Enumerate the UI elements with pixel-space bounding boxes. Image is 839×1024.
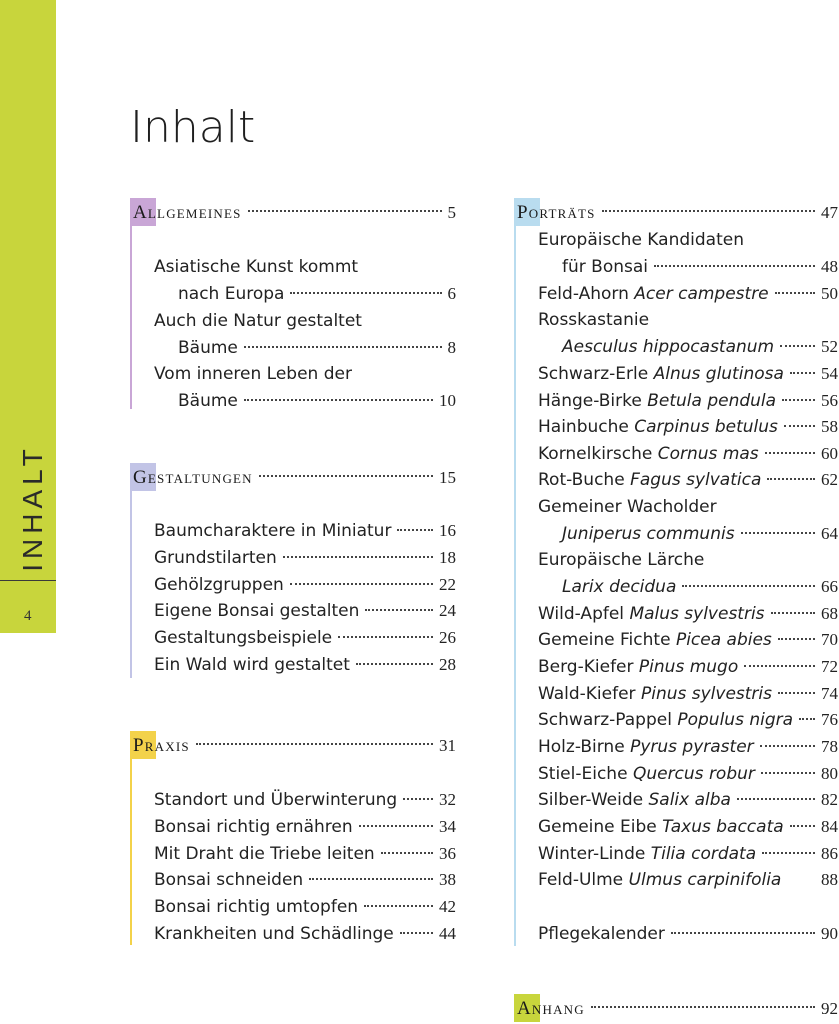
dot-leader bbox=[762, 852, 815, 854]
common-name: Gemeine Fichte bbox=[538, 630, 671, 650]
toc-entry[interactable] bbox=[538, 441, 838, 468]
dot-leader bbox=[741, 532, 815, 534]
dot-leader bbox=[259, 475, 433, 477]
section-title: Anhang bbox=[517, 998, 585, 1019]
entry-page-number: 90 bbox=[821, 924, 838, 943]
latin-name: Cornus mas bbox=[657, 444, 759, 464]
common-name: Gemeine Eibe bbox=[538, 817, 657, 837]
dot-leader bbox=[790, 825, 815, 827]
dot-leader bbox=[283, 556, 433, 558]
entry-page-number: 34 bbox=[439, 817, 456, 836]
latin-name: Acer campestre bbox=[634, 284, 769, 304]
section-accent-line bbox=[130, 759, 132, 945]
dot-leader bbox=[784, 425, 815, 427]
entry-page-number: 84 bbox=[821, 817, 838, 836]
entry-page-number: 8 bbox=[447, 338, 456, 357]
entry-title: Auch die Natur gestaltet bbox=[154, 311, 362, 331]
entry-title: Gehölzgruppen bbox=[154, 575, 284, 595]
section-page-number: 92 bbox=[821, 999, 838, 1018]
common-name: Berg-Kiefer bbox=[538, 657, 634, 677]
entry-title: Gemeiner Wacholder bbox=[538, 497, 717, 517]
entry-title: Vom inneren Leben der bbox=[154, 364, 352, 384]
entry-page-number: 72 bbox=[821, 657, 838, 676]
entry-title: Europäische Lärche bbox=[538, 550, 705, 570]
toc-entry[interactable] bbox=[154, 254, 456, 281]
entry-title bbox=[562, 334, 774, 361]
entry-title: Asiatische Kunst kommt bbox=[154, 257, 359, 277]
dot-leader bbox=[682, 585, 815, 587]
common-name: Stiel-Eiche bbox=[538, 764, 628, 784]
entry-title: Bäume bbox=[178, 391, 238, 411]
dot-leader bbox=[671, 932, 815, 934]
entry-title: für Bonsai bbox=[562, 257, 648, 277]
latin-name: Carpinus betulus bbox=[634, 417, 778, 437]
toc-entry[interactable] bbox=[154, 572, 456, 599]
entry-page-number: 56 bbox=[821, 391, 838, 410]
entry-page-number: 78 bbox=[821, 737, 838, 756]
section-header-anhang[interactable] bbox=[514, 994, 838, 1024]
section-header-praxis[interactable] bbox=[130, 731, 456, 761]
toc-entry[interactable] bbox=[154, 841, 456, 868]
toc-entry-continuation[interactable] bbox=[154, 281, 456, 308]
entry-page-number: 54 bbox=[821, 364, 838, 383]
dot-leader bbox=[290, 583, 433, 585]
toc-entry[interactable] bbox=[154, 518, 456, 545]
latin-name: Aesculus hippocastanum bbox=[562, 337, 775, 357]
section-accent-line bbox=[130, 226, 132, 409]
entry-title bbox=[538, 707, 793, 734]
entry-title bbox=[538, 681, 772, 708]
dot-leader bbox=[737, 798, 815, 800]
entry-title bbox=[538, 281, 769, 308]
entry-page-number: 80 bbox=[821, 764, 838, 783]
entry-title bbox=[538, 414, 778, 441]
dot-leader bbox=[591, 1006, 815, 1008]
common-name: Feld-Ulme bbox=[538, 870, 624, 890]
entry-title: Pflegekalender bbox=[538, 924, 665, 944]
entry-title: Mit Draht die Triebe leiten bbox=[154, 844, 375, 864]
dot-leader bbox=[782, 399, 815, 401]
latin-name: Juniperus communis bbox=[562, 524, 735, 544]
latin-name: Malus sylvestris bbox=[629, 604, 765, 624]
dot-leader bbox=[397, 529, 433, 531]
toc-entry[interactable] bbox=[538, 841, 838, 868]
entry-title: Bäume bbox=[178, 338, 238, 358]
entry-page-number: 60 bbox=[821, 444, 838, 463]
common-name: Silber-Weide bbox=[538, 790, 644, 810]
toc-entry[interactable] bbox=[538, 761, 838, 788]
toc-entry[interactable] bbox=[538, 307, 838, 334]
entry-title bbox=[538, 361, 784, 388]
entry-page-number: 64 bbox=[821, 524, 838, 543]
toc-entry[interactable] bbox=[154, 787, 456, 814]
latin-name: Alnus glutinosa bbox=[653, 364, 784, 384]
entry-title: Bonsai richtig umtopfen bbox=[154, 897, 359, 917]
toc-entry-continuation[interactable] bbox=[154, 388, 456, 415]
dot-leader bbox=[799, 718, 815, 720]
common-name: Kornelkirsche bbox=[538, 444, 653, 464]
entry-page-number: 58 bbox=[821, 417, 838, 436]
entry-title: Bonsai richtig ernähren bbox=[154, 817, 353, 837]
toc-entry[interactable] bbox=[538, 734, 838, 761]
toc-entry[interactable] bbox=[154, 921, 456, 948]
toc-entry[interactable] bbox=[538, 414, 838, 441]
common-name: Schwarz-Pappel bbox=[538, 710, 672, 730]
page-title: Inhalt bbox=[130, 102, 256, 153]
dot-leader bbox=[196, 743, 433, 745]
latin-name: Larix decidua bbox=[562, 577, 677, 597]
entry-page-number: 22 bbox=[439, 575, 456, 594]
dot-leader bbox=[775, 292, 815, 294]
common-name: Wild-Apfel bbox=[538, 604, 625, 624]
entry-title: Europäische Kandidaten bbox=[538, 230, 744, 250]
dot-leader bbox=[290, 292, 441, 294]
section-title: Allgemeines bbox=[133, 202, 242, 223]
dot-leader bbox=[338, 636, 433, 638]
sidebar-label: INHALT bbox=[17, 444, 48, 572]
entry-title: Bonsai schneiden bbox=[154, 870, 304, 890]
entry-page-number: 42 bbox=[439, 897, 456, 916]
entry-title bbox=[538, 467, 761, 494]
entry-page-number: 48 bbox=[821, 257, 838, 276]
dot-leader bbox=[780, 345, 815, 347]
entry-page-number: 68 bbox=[821, 604, 838, 623]
entry-title: Gestaltungsbeispiele bbox=[154, 628, 333, 648]
entry-title: Rosskastanie bbox=[538, 310, 650, 330]
common-name: Wald-Kiefer bbox=[538, 684, 636, 704]
entry-title bbox=[562, 574, 676, 601]
toc-entry[interactable] bbox=[538, 707, 838, 734]
section-page-number: 47 bbox=[821, 203, 838, 222]
entry-page-number: 26 bbox=[439, 628, 456, 647]
dot-leader bbox=[778, 638, 815, 640]
toc-entry[interactable] bbox=[154, 545, 456, 572]
entry-page-number: 28 bbox=[439, 655, 456, 674]
section-accent-line bbox=[130, 491, 132, 678]
dot-leader bbox=[602, 210, 815, 212]
toc-entry[interactable] bbox=[538, 494, 838, 521]
section-accent-line bbox=[514, 226, 516, 946]
toc-entry-continuation[interactable] bbox=[538, 334, 838, 361]
toc-entry[interactable] bbox=[154, 867, 456, 894]
common-name: Hänge-Birke bbox=[538, 391, 642, 411]
toc-entry[interactable] bbox=[538, 467, 838, 494]
latin-name: Taxus baccata bbox=[662, 817, 784, 837]
latin-name: Fagus sylvatica bbox=[630, 470, 762, 490]
dot-leader bbox=[248, 210, 442, 212]
section-title: Gestaltungen bbox=[133, 467, 253, 488]
latin-name: Tilia cordata bbox=[650, 844, 757, 864]
entry-title: Krankheiten und Schädlinge bbox=[154, 924, 394, 944]
dot-leader bbox=[744, 665, 815, 667]
sidebar-divider bbox=[0, 580, 56, 581]
latin-name: Populus nigra bbox=[677, 710, 794, 730]
common-name: Hainbuche bbox=[538, 417, 629, 437]
entry-page-number: 24 bbox=[439, 601, 456, 620]
toc-entry[interactable] bbox=[154, 894, 456, 921]
entry-page-number: 36 bbox=[439, 844, 456, 863]
dot-leader bbox=[356, 663, 433, 665]
latin-name: Pinus sylvestris bbox=[640, 684, 773, 704]
entry-title: Baumcharaktere in Miniatur bbox=[154, 521, 392, 541]
common-name: Winter-Linde bbox=[538, 844, 646, 864]
dot-leader bbox=[654, 265, 815, 267]
entry-page-number: 16 bbox=[439, 521, 456, 540]
entry-page-number: 88 bbox=[821, 870, 838, 889]
section-header-gestaltungen[interactable] bbox=[130, 463, 456, 493]
toc-entry[interactable] bbox=[154, 625, 456, 652]
dot-leader bbox=[760, 745, 815, 747]
toc-entry[interactable] bbox=[538, 361, 838, 388]
dot-leader bbox=[767, 478, 815, 480]
dot-leader bbox=[771, 612, 815, 614]
toc-entry[interactable] bbox=[538, 388, 838, 415]
dot-leader bbox=[778, 692, 815, 694]
entry-title bbox=[538, 654, 738, 681]
entry-page-number: 6 bbox=[447, 284, 456, 303]
dot-leader bbox=[244, 346, 442, 348]
entry-page-number: 18 bbox=[439, 548, 456, 567]
toc-entry[interactable] bbox=[538, 867, 838, 894]
entry-title bbox=[538, 841, 756, 868]
entry-page-number: 44 bbox=[439, 924, 456, 943]
entry-page-number: 38 bbox=[439, 870, 456, 889]
entry-title: nach Europa bbox=[178, 284, 285, 304]
entry-page-number: 82 bbox=[821, 790, 838, 809]
toc-entry[interactable] bbox=[538, 787, 838, 814]
section-page-number: 15 bbox=[439, 468, 456, 487]
entry-title bbox=[538, 601, 765, 628]
toc-entry[interactable] bbox=[538, 681, 838, 708]
entry-title: Grundstilarten bbox=[154, 548, 277, 568]
dot-leader bbox=[400, 932, 433, 934]
page-number: 4 bbox=[24, 608, 32, 624]
entry-page-number: 50 bbox=[821, 284, 838, 303]
entry-page-number: 52 bbox=[821, 337, 838, 356]
common-name: Schwarz-Erle bbox=[538, 364, 649, 384]
dot-leader bbox=[765, 452, 815, 454]
entry-title bbox=[538, 814, 784, 841]
toc-entry[interactable] bbox=[538, 547, 838, 574]
entry-page-number: 62 bbox=[821, 470, 838, 489]
dot-leader bbox=[244, 399, 433, 401]
toc-entry-pflegekalender[interactable] bbox=[538, 921, 838, 948]
toc-entry[interactable] bbox=[154, 814, 456, 841]
common-name: Feld-Ahorn bbox=[538, 284, 629, 304]
section-title: Praxis bbox=[133, 735, 190, 756]
latin-name: Pyrus pyraster bbox=[630, 737, 754, 757]
dot-leader bbox=[365, 609, 433, 611]
section-header-allgemeines[interactable] bbox=[130, 198, 456, 228]
dot-leader bbox=[364, 905, 433, 907]
latin-name: Pinus mugo bbox=[638, 657, 739, 677]
toc-entry[interactable] bbox=[538, 627, 838, 654]
latin-name: Quercus robur bbox=[632, 764, 755, 784]
toc-entry-continuation[interactable] bbox=[538, 521, 838, 548]
toc-entry-continuation[interactable] bbox=[538, 574, 838, 601]
toc-entry[interactable] bbox=[538, 654, 838, 681]
dot-leader bbox=[359, 825, 433, 827]
common-name: Holz-Birne bbox=[538, 737, 625, 757]
toc-entry[interactable] bbox=[154, 652, 456, 679]
section-header-portraets[interactable] bbox=[514, 198, 838, 228]
dot-leader bbox=[761, 772, 815, 774]
toc-entry[interactable] bbox=[538, 281, 838, 308]
toc-entry-continuation[interactable] bbox=[538, 254, 838, 281]
toc-entry[interactable] bbox=[154, 308, 456, 335]
entry-title bbox=[538, 441, 759, 468]
latin-name: Betula pendula bbox=[647, 391, 777, 411]
toc-entry[interactable] bbox=[154, 361, 456, 388]
entry-title bbox=[538, 627, 772, 654]
entry-title bbox=[538, 388, 776, 415]
latin-name: Picea abies bbox=[675, 630, 772, 650]
dot-leader bbox=[309, 878, 433, 880]
entry-page-number: 70 bbox=[821, 630, 838, 649]
entry-title bbox=[538, 761, 755, 788]
entry-page-number: 86 bbox=[821, 844, 838, 863]
entry-page-number: 32 bbox=[439, 790, 456, 809]
entry-page-number: 10 bbox=[439, 391, 456, 410]
toc-entry[interactable] bbox=[154, 598, 456, 625]
dot-leader bbox=[790, 372, 815, 374]
entry-title: Standort und Überwinterung bbox=[154, 790, 398, 810]
latin-name: Salix alba bbox=[648, 790, 731, 810]
toc-entry[interactable] bbox=[538, 227, 838, 254]
entry-title bbox=[538, 867, 781, 894]
toc-entry[interactable] bbox=[538, 601, 838, 628]
dot-leader bbox=[787, 878, 815, 880]
common-name: Rot-Buche bbox=[538, 470, 625, 490]
toc-entry[interactable] bbox=[538, 814, 838, 841]
latin-name: Ulmus carpinifolia bbox=[628, 870, 782, 890]
entry-page-number: 74 bbox=[821, 684, 838, 703]
entry-title bbox=[538, 787, 731, 814]
section-page-number: 5 bbox=[447, 203, 456, 222]
section-page-number: 31 bbox=[439, 736, 456, 755]
dot-leader bbox=[403, 798, 433, 800]
entry-title: Eigene Bonsai gestalten bbox=[154, 601, 360, 621]
entry-title: Ein Wald wird gestaltet bbox=[154, 655, 350, 675]
dot-leader bbox=[381, 852, 433, 854]
entry-page-number: 66 bbox=[821, 577, 838, 596]
entry-title bbox=[562, 521, 735, 548]
entry-title bbox=[538, 734, 754, 761]
section-title: Porträts bbox=[517, 202, 596, 223]
entry-page-number: 76 bbox=[821, 710, 838, 729]
toc-entry-continuation[interactable] bbox=[154, 335, 456, 362]
